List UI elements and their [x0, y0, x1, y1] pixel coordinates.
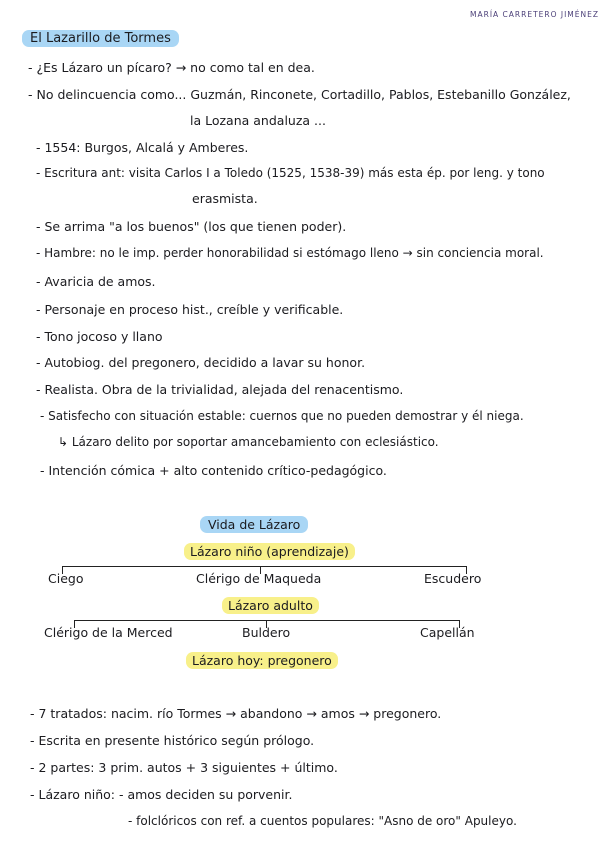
note-line: - Avaricia de amos.	[36, 274, 156, 289]
tree-connector	[74, 620, 460, 621]
note-line: - 7 tratados: nacim. río Tormes → abandono → amos → pregonero.	[30, 706, 442, 721]
note-line: - 1554: Burgos, Alcalá y Amberes.	[36, 140, 249, 155]
note-line: - Escrita en presente histórico según prólogo.	[30, 733, 315, 748]
amo-item: Buldero	[242, 625, 291, 640]
page-title: El Lazarillo de Tormes	[22, 30, 179, 47]
note-line: - Tono jocoso y llano	[36, 329, 163, 344]
note-line: - Lázaro niño: - amos deciden su porvenir.	[30, 787, 293, 802]
stage-nino: Lázaro niño (aprendizaje)	[184, 543, 355, 560]
note-line: la Lozana andaluza ...	[190, 113, 326, 128]
amo-item: Clérigo de la Merced	[44, 625, 173, 640]
note-line: - Se arrima "a los buenos" (los que tienen poder).	[36, 219, 347, 234]
amo-item: Ciego	[48, 571, 84, 586]
note-line: - 2 partes: 3 prim. autos + 3 siguientes + último.	[30, 760, 338, 775]
section-heading: Vida de Lázaro	[200, 516, 308, 533]
note-line: - Realista. Obra de la trivialidad, alejada del renacentismo.	[36, 382, 404, 397]
note-line: - No delincuencia como... Guzmán, Rinconete, Cortadillo, Pablos, Estebanillo González,	[28, 87, 571, 102]
stage-hoy: Lázaro hoy: pregonero	[186, 652, 338, 669]
author-name: MARÍA CARRETERO JIMÉNEZ	[470, 10, 600, 19]
stage-adulto: Lázaro adulto	[222, 597, 319, 614]
note-line: ↳ Lázaro delito por soportar amancebamiento con eclesiástico.	[58, 435, 439, 449]
note-line: - Hambre: no le imp. perder honorabilidad si estómago lleno → sin conciencia moral.	[36, 246, 544, 260]
note-line: - Intención cómica + alto contenido crítico-pedagógico.	[40, 463, 387, 478]
note-line: - Escritura ant: visita Carlos I a Toledo (1525, 1538-39) más esta ép. por leng. y tono	[36, 166, 545, 180]
note-line: erasmista.	[192, 191, 258, 206]
note-line: - folclóricos con ref. a cuentos populares: "Asno de oro" Apuleyo.	[128, 814, 517, 828]
tree-connector	[62, 566, 467, 567]
amo-item: Clérigo de Maqueda	[196, 571, 322, 586]
note-line: - Autobiog. del pregonero, decidido a lavar su honor.	[36, 355, 366, 370]
amo-item: Escudero	[424, 571, 482, 586]
note-line: - ¿Es Lázaro un pícaro? → no como tal en dea.	[28, 60, 315, 75]
note-line: - Satisfecho con situación estable: cuernos que no pueden demostrar y él niega.	[40, 409, 524, 423]
amo-item: Capellán	[420, 625, 475, 640]
note-line: - Personaje en proceso hist., creíble y verificable.	[36, 302, 344, 317]
